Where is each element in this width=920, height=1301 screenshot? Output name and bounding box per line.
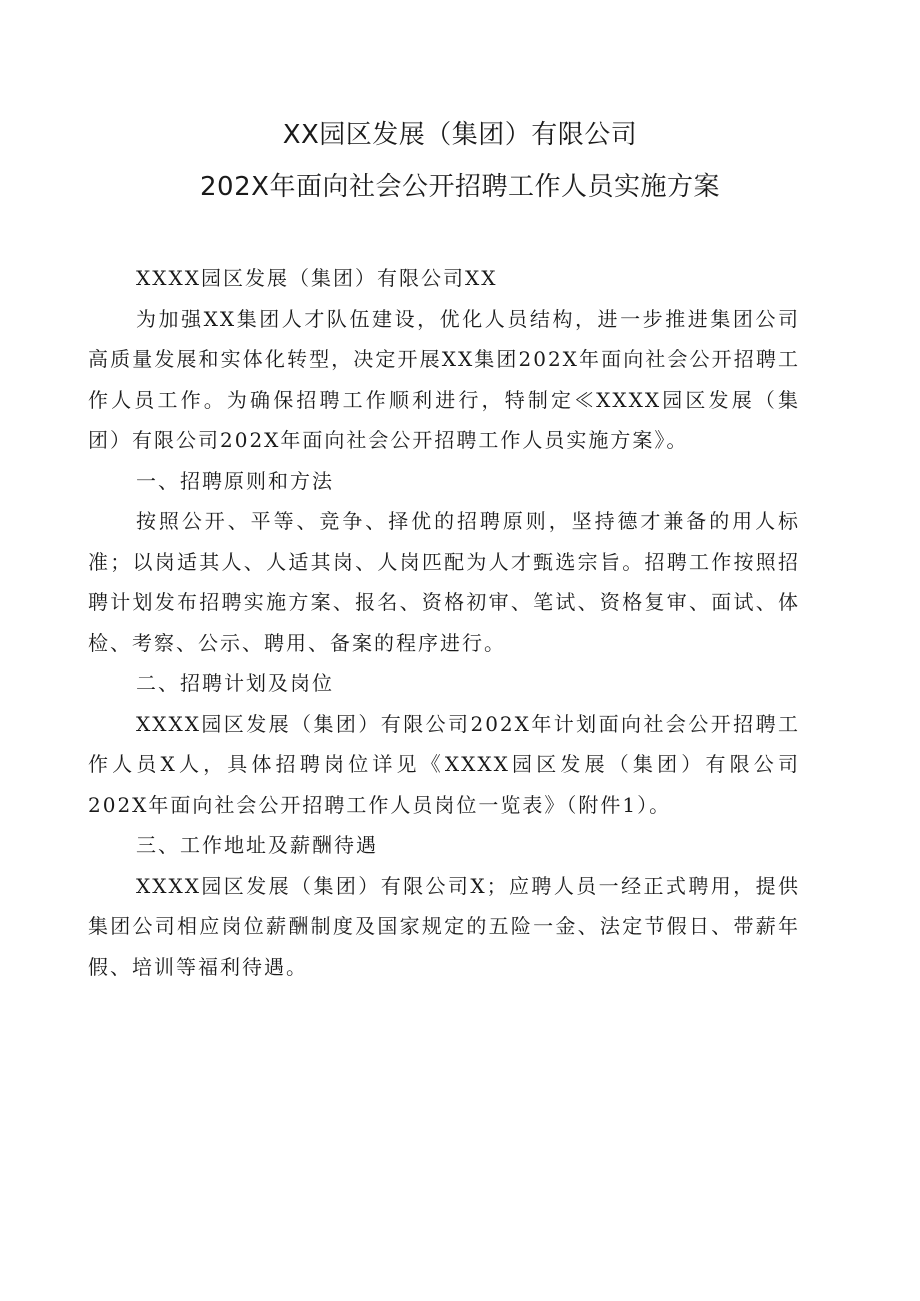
document-title-line-1: XX园区发展（集团）有限公司 — [282, 120, 638, 150]
intro-paragraph: 为加强XX集团人才队伍建设，优化人员结构，进一步推进集团公司高质量发展和实体化转型，决定开展XX集团202X年面向社会公开招聘工作人员工作。为确保招聘工作顺利进行，特制定≪XXXX园区发展（集团）有限公司202X年面向社会公开招聘工作人员实施方案》。 — [88, 306, 800, 452]
document-body — [88, 258, 800, 987]
document-title-line-2: 202X年面向社会公开招聘工作人员实施方案 — [200, 172, 720, 202]
plan-paragraph: XXXX园区发展（集团）有限公司202X年计划面向社会公开招聘工作人员X人，具体招聘岗位详见《XXXX园区发展（集团）有限公司202X年面向社会公开招聘工作人员岗位一览表》（附件1）。 — [88, 711, 800, 817]
section-heading-location-salary: 三、工作地址及薪酬待遇 — [136, 833, 378, 857]
salutation-paragraph: XXXX园区发展（集团）有限公司XX — [136, 266, 498, 290]
section-heading-principles: 一、招聘原则和方法 — [136, 468, 334, 493]
principles-paragraph: 按照公开、平等、竞争、择优的招聘原则，坚持德才兼备的用人标准；以岗适其人、人适其岗、人岗匹配为人才甄选宗旨。招聘工作按照招聘计划发布招聘实施方案、报名、资格初审、笔试、资格复审、面试、体检、考察、公示、聘用、备案的程序进行。 — [88, 509, 800, 655]
location-salary-paragraph: XXXX园区发展（集团）有限公司X；应聘人员一经正式聘用，提供集团公司相应岗位薪酬制度及国家规定的五险一金、法定节假日、带薪年假、培训等福利待遇。 — [88, 873, 800, 979]
section-heading-plan: 二、招聘计划及岗位 — [136, 671, 334, 695]
